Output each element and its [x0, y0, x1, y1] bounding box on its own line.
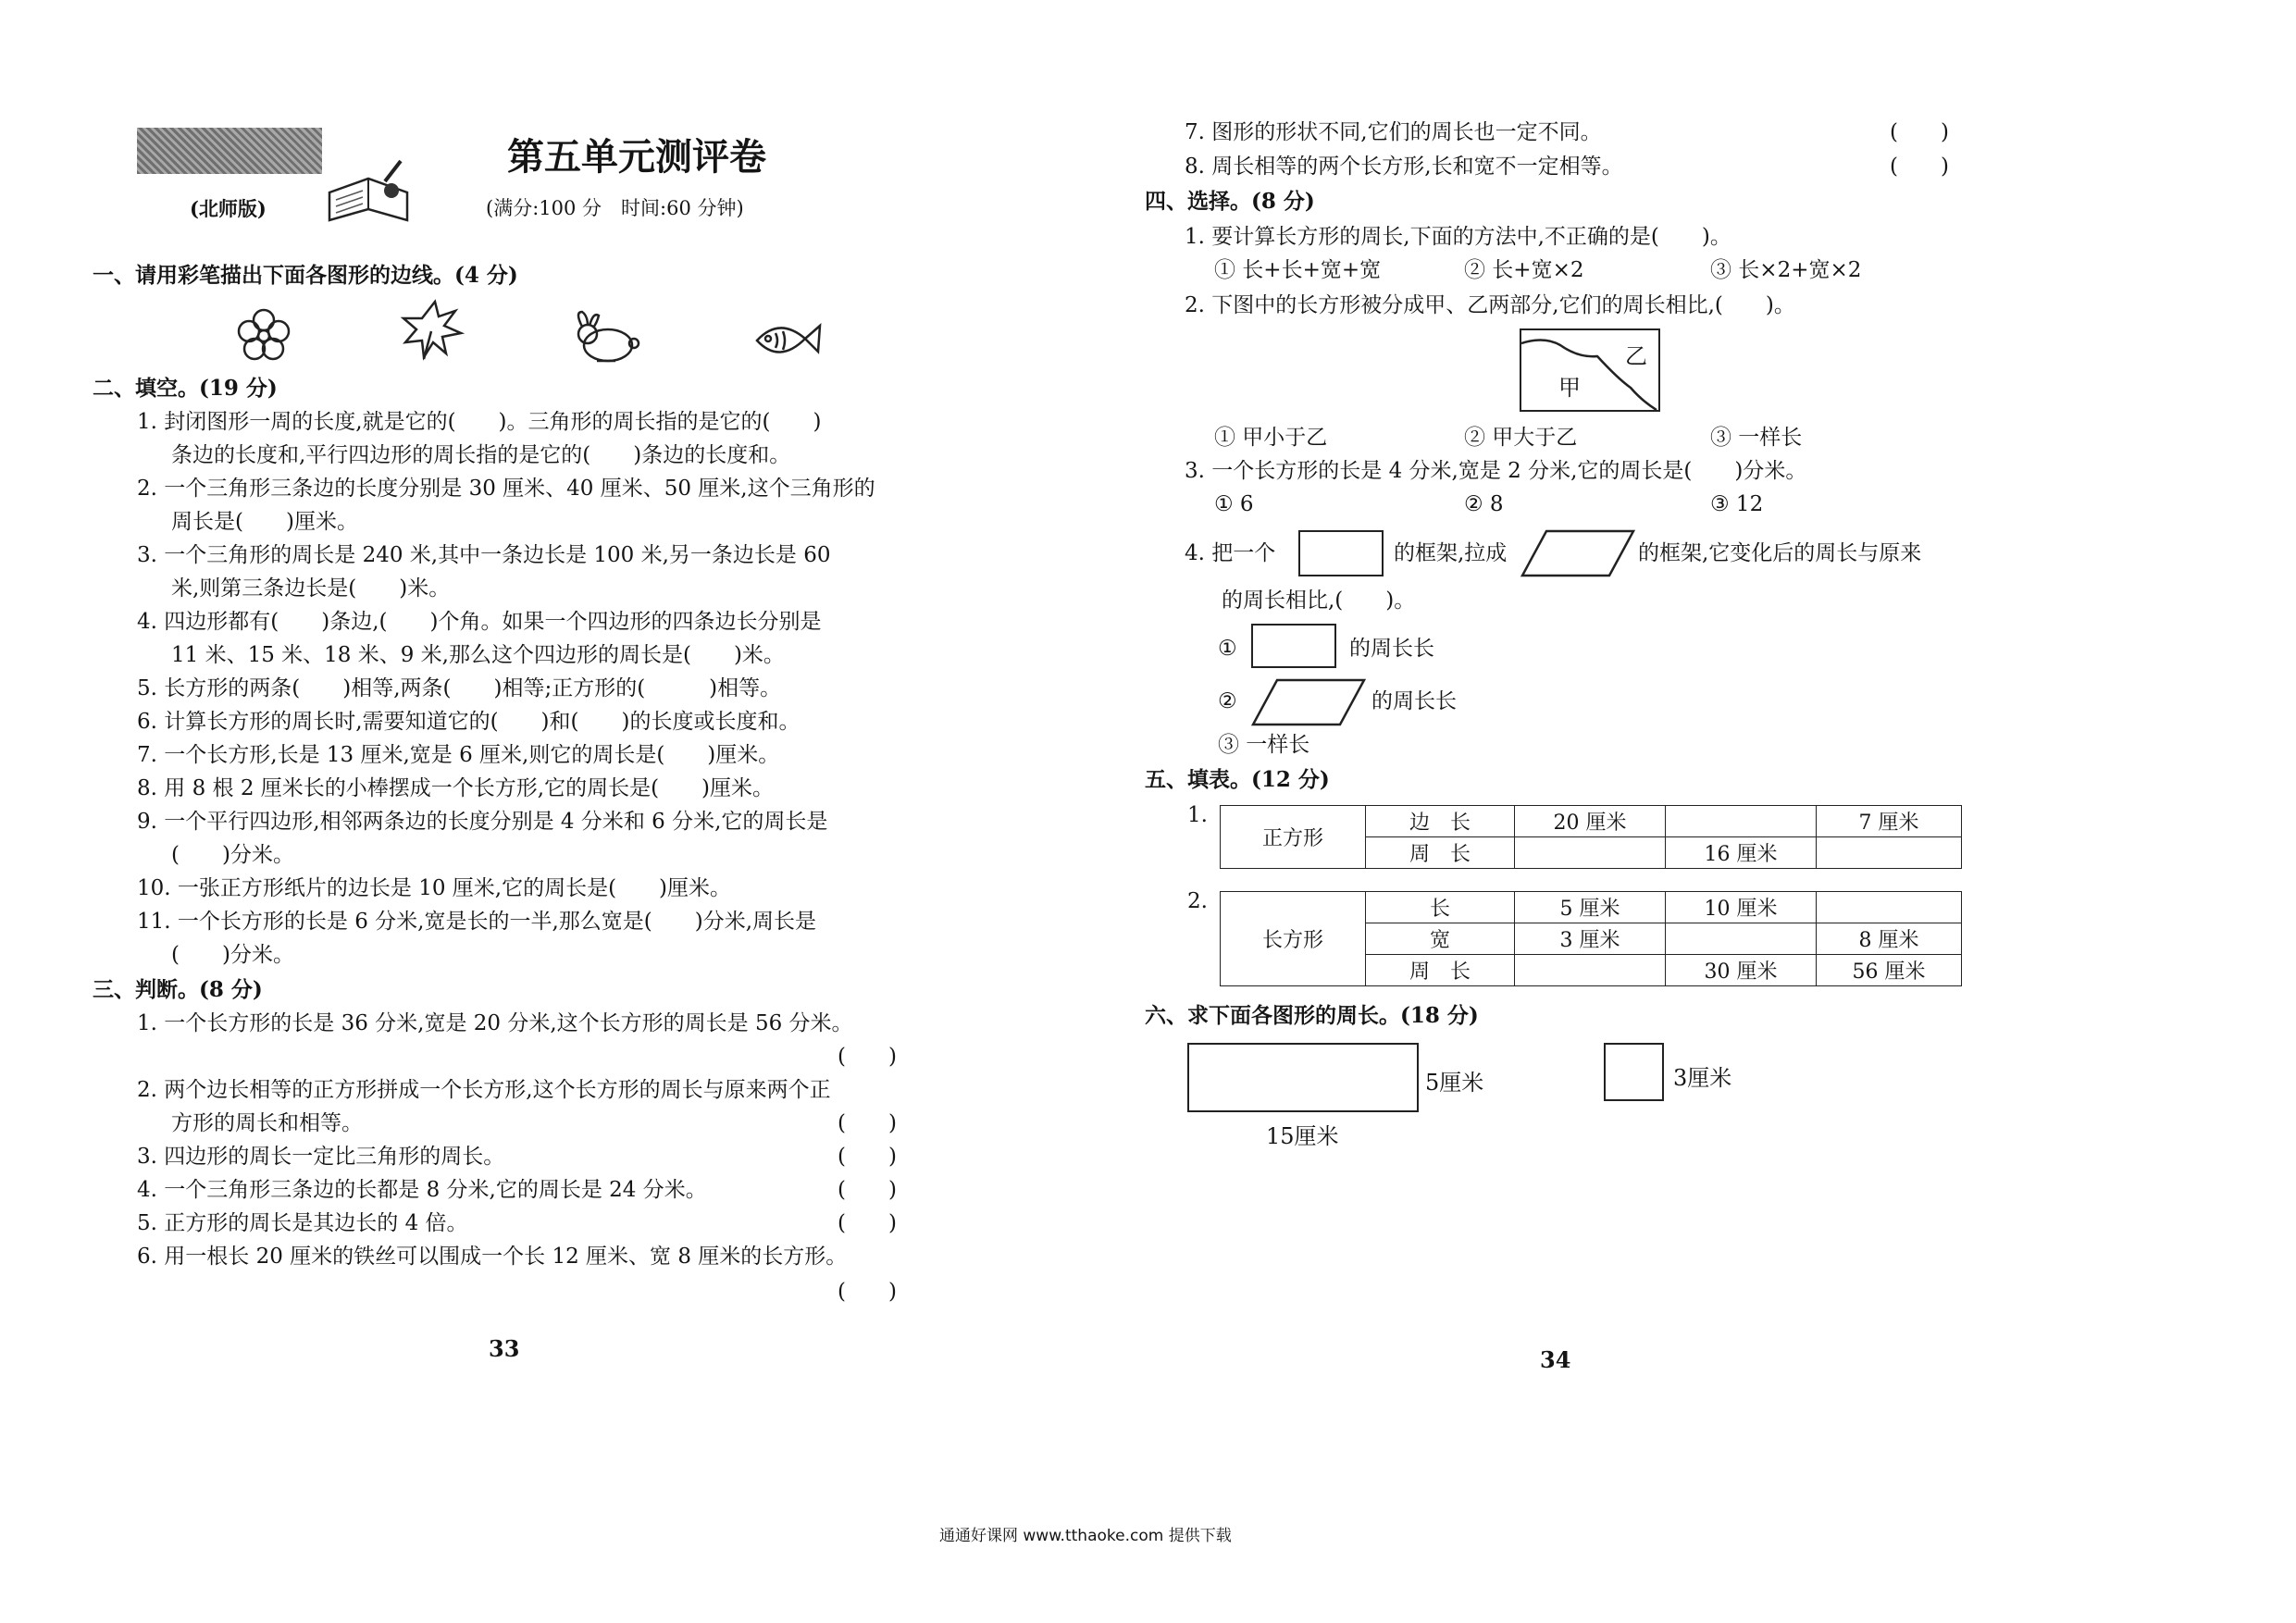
table-cell: 16 厘米 — [1666, 837, 1817, 869]
question-line: 方形的周长和相等。 — [171, 1111, 363, 1135]
question-line: 2. 一个三角形三条边的长度分别是 30 厘米、40 厘米、50 厘米,这个三角形的 — [137, 477, 875, 501]
question-line: 3. 四边形的周长一定比三角形的周长。 — [137, 1145, 505, 1169]
table-cell[interactable] — [1515, 837, 1666, 869]
rectangle-frame-figure — [1298, 530, 1384, 576]
question-line: 2. 下图中的长方形被分成甲、乙两部分,它们的周长相比,( )。 — [1185, 293, 1795, 317]
rectangle-width-label: 15厘米 — [1266, 1123, 1339, 1149]
page-number-right: 34 — [1540, 1346, 1571, 1373]
section-6-heading: 六、求下面各图形的周长。(18 分) — [1145, 1003, 1479, 1028]
option: ② 甲大于乙 — [1464, 426, 1578, 450]
parallelogram-frame-figure — [1520, 529, 1636, 577]
page-title: 第五单元测评卷 — [507, 135, 766, 179]
question-line: 的框架,拉成 — [1394, 541, 1508, 565]
rectangle-height-label: 5厘米 — [1425, 1070, 1484, 1096]
section-5-heading: 五、填表。(12 分) — [1145, 767, 1330, 792]
question-line: 4. 一个三角形三条边的长都是 8 分米,它的周长是 24 分米。 — [137, 1178, 707, 1202]
option: ② — [1218, 689, 1237, 713]
question-line: 8. 周长相等的两个长方形,长和宽不一定相等。 — [1185, 155, 1623, 179]
answer-paren[interactable]: ( ) — [838, 1145, 897, 1169]
table-cell: 8 厘米 — [1817, 923, 1962, 955]
table-cell: 56 厘米 — [1817, 955, 1962, 986]
question-line: 3. 一个三角形的周长是 240 米,其中一条边长是 100 米,另一条边长是 60 — [137, 543, 831, 567]
answer-paren[interactable]: ( ) — [1890, 120, 1949, 144]
option: 的周长长 — [1349, 637, 1434, 661]
question-line: 10. 一张正方形纸片的边长是 10 厘米,它的周长是( )厘米。 — [137, 876, 732, 900]
question-line: 1. 封闭图形一周的长度,就是它的( )。三角形的周长指的是它的( ) — [137, 410, 822, 434]
table-cell[interactable] — [1666, 806, 1817, 837]
question-line: 的周长相比,( )。 — [1222, 588, 1416, 613]
question-line: 11. 一个长方形的长是 6 分米,宽是长的一半,那么宽是( )分米,周长是 — [137, 910, 817, 934]
table-cell[interactable] — [1817, 892, 1962, 923]
question-line: 5. 正方形的周长是其边长的 4 倍。 — [137, 1211, 468, 1235]
header-banner — [137, 128, 322, 174]
row-label: 长方形 — [1221, 892, 1366, 986]
source-footer: 通通好课网 www.tthaoke.com 提供下载 — [939, 1527, 1232, 1545]
table-cell[interactable] — [1817, 837, 1962, 869]
divided-rectangle-figure — [1520, 328, 1660, 412]
option: ② 8 — [1464, 492, 1504, 516]
question-line: 1. 一个长方形的长是 36 分米,宽是 20 分米,这个长方形的周长是 56 分米。 — [137, 1011, 853, 1035]
table-number: 2. — [1187, 889, 1208, 913]
square-table — [1220, 805, 1962, 869]
table-cell: 30 厘米 — [1666, 955, 1817, 986]
flower-icon — [236, 307, 292, 363]
option: ③ 12 — [1710, 492, 1764, 516]
section-2-heading: 二、填空。(19 分) — [93, 376, 278, 401]
answer-paren[interactable]: ( ) — [838, 1045, 897, 1069]
question-line: 1. 要计算长方形的周长,下面的方法中,不正确的是( )。 — [1185, 225, 1731, 249]
option: ③ 长×2+宽×2 — [1710, 258, 1862, 282]
square-side-label: 3厘米 — [1673, 1065, 1732, 1091]
answer-paren[interactable]: ( ) — [1890, 155, 1949, 179]
answer-paren[interactable]: ( ) — [838, 1211, 897, 1235]
book-pen-icon — [322, 155, 415, 229]
page-number-left: 33 — [489, 1335, 520, 1362]
table-cell: 7 厘米 — [1817, 806, 1962, 837]
question-line: 7. 图形的形状不同,它们的周长也一定不同。 — [1185, 120, 1602, 144]
answer-paren[interactable]: ( ) — [838, 1178, 897, 1202]
table-cell[interactable] — [1515, 955, 1666, 986]
part-label-yi: 乙 — [1625, 343, 1647, 369]
question-line: 8. 用 8 根 2 厘米长的小棒摆成一个长方形,它的周长是( )厘米。 — [137, 776, 775, 800]
square-figure — [1604, 1043, 1664, 1101]
option: ① 6 — [1214, 492, 1254, 516]
question-line: ( )分米。 — [171, 843, 294, 867]
table-cell[interactable] — [1666, 923, 1817, 955]
rabbit-icon — [569, 310, 652, 365]
question-line: 11 米、15 米、18 米、9 米,那么这个四边形的周长是( )米。 — [171, 643, 785, 667]
question-line: 的框架,它变化后的周长与原来 — [1638, 541, 1922, 565]
row-label: 正方形 — [1221, 806, 1366, 869]
option: ② 长+宽×2 — [1464, 258, 1584, 282]
question-line: 6. 用一根长 20 厘米的铁丝可以围成一个长 12 厘米、宽 8 厘米的长方形。 — [137, 1245, 848, 1269]
table-row — [1221, 806, 1962, 837]
part-label-jia: 甲 — [1558, 375, 1581, 401]
question-line: 9. 一个平行四边形,相邻两条边的长度分别是 4 分米和 6 分米,它的周长是 — [137, 810, 828, 834]
option: ① — [1218, 637, 1237, 661]
option: ① 长+长+宽+宽 — [1214, 258, 1382, 282]
question-line: ( )分米。 — [171, 943, 294, 967]
option: 的周长长 — [1371, 689, 1457, 713]
option: ③ 一样长 — [1218, 733, 1310, 757]
table-cell: 边 长 — [1366, 806, 1515, 837]
section-4-heading: 四、选择。(8 分) — [1145, 189, 1315, 214]
section-3-heading: 三、判断。(8 分) — [93, 977, 263, 1002]
option: ③ 一样长 — [1710, 426, 1803, 450]
page-subtitle: (满分:100 分 时间:60 分钟) — [486, 197, 744, 219]
table-cell: 周 长 — [1366, 955, 1515, 986]
section-1-heading: 一、请用彩笔描出下面各图形的边线。(4 分) — [93, 263, 518, 288]
table-cell: 宽 — [1366, 923, 1515, 955]
question-line: 4. 四边形都有( )条边,( )个角。如果一个四边形的四条边长分别是 — [137, 610, 822, 634]
table-row — [1221, 892, 1962, 923]
table-cell: 3 厘米 — [1515, 923, 1666, 955]
question-line: 周长是( )厘米。 — [171, 510, 358, 534]
table-cell: 周 长 — [1366, 837, 1515, 869]
question-line: 5. 长方形的两条( )相等,两条( )相等;正方形的( )相等。 — [137, 676, 782, 700]
fish-icon — [751, 313, 825, 368]
answer-paren[interactable]: ( ) — [838, 1111, 897, 1135]
rectangle-figure — [1187, 1043, 1419, 1112]
question-line: 7. 一个长方形,长是 13 厘米,宽是 6 厘米,则它的周长是( )厘米。 — [137, 743, 780, 767]
option: ① 甲小于乙 — [1214, 426, 1328, 450]
table-cell: 长 — [1366, 892, 1515, 923]
edition-label: (北师版) — [190, 197, 267, 220]
table-cell: 5 厘米 — [1515, 892, 1666, 923]
question-line: 米,则第三条边长是( )米。 — [171, 576, 451, 601]
table-number: 1. — [1187, 803, 1208, 827]
parallelogram-option-figure — [1251, 678, 1367, 726]
leaf-icon — [400, 298, 465, 363]
rectangle-option-figure — [1251, 624, 1336, 668]
question-line: 4. 把一个 — [1185, 541, 1276, 565]
table-cell: 10 厘米 — [1666, 892, 1817, 923]
question-line: 3. 一个长方形的长是 4 分米,宽是 2 分米,它的周长是( )分米。 — [1185, 459, 1807, 483]
question-line: 6. 计算长方形的周长时,需要知道它的( )和( )的长度或长度和。 — [137, 710, 800, 734]
question-line: 条边的长度和,平行四边形的周长指的是它的( )条边的长度和。 — [171, 443, 791, 467]
rectangle-table — [1220, 891, 1962, 986]
table-cell: 20 厘米 — [1515, 806, 1666, 837]
question-line: 2. 两个边长相等的正方形拼成一个长方形,这个长方形的周长与原来两个正 — [137, 1078, 831, 1102]
answer-paren[interactable]: ( ) — [838, 1280, 897, 1304]
